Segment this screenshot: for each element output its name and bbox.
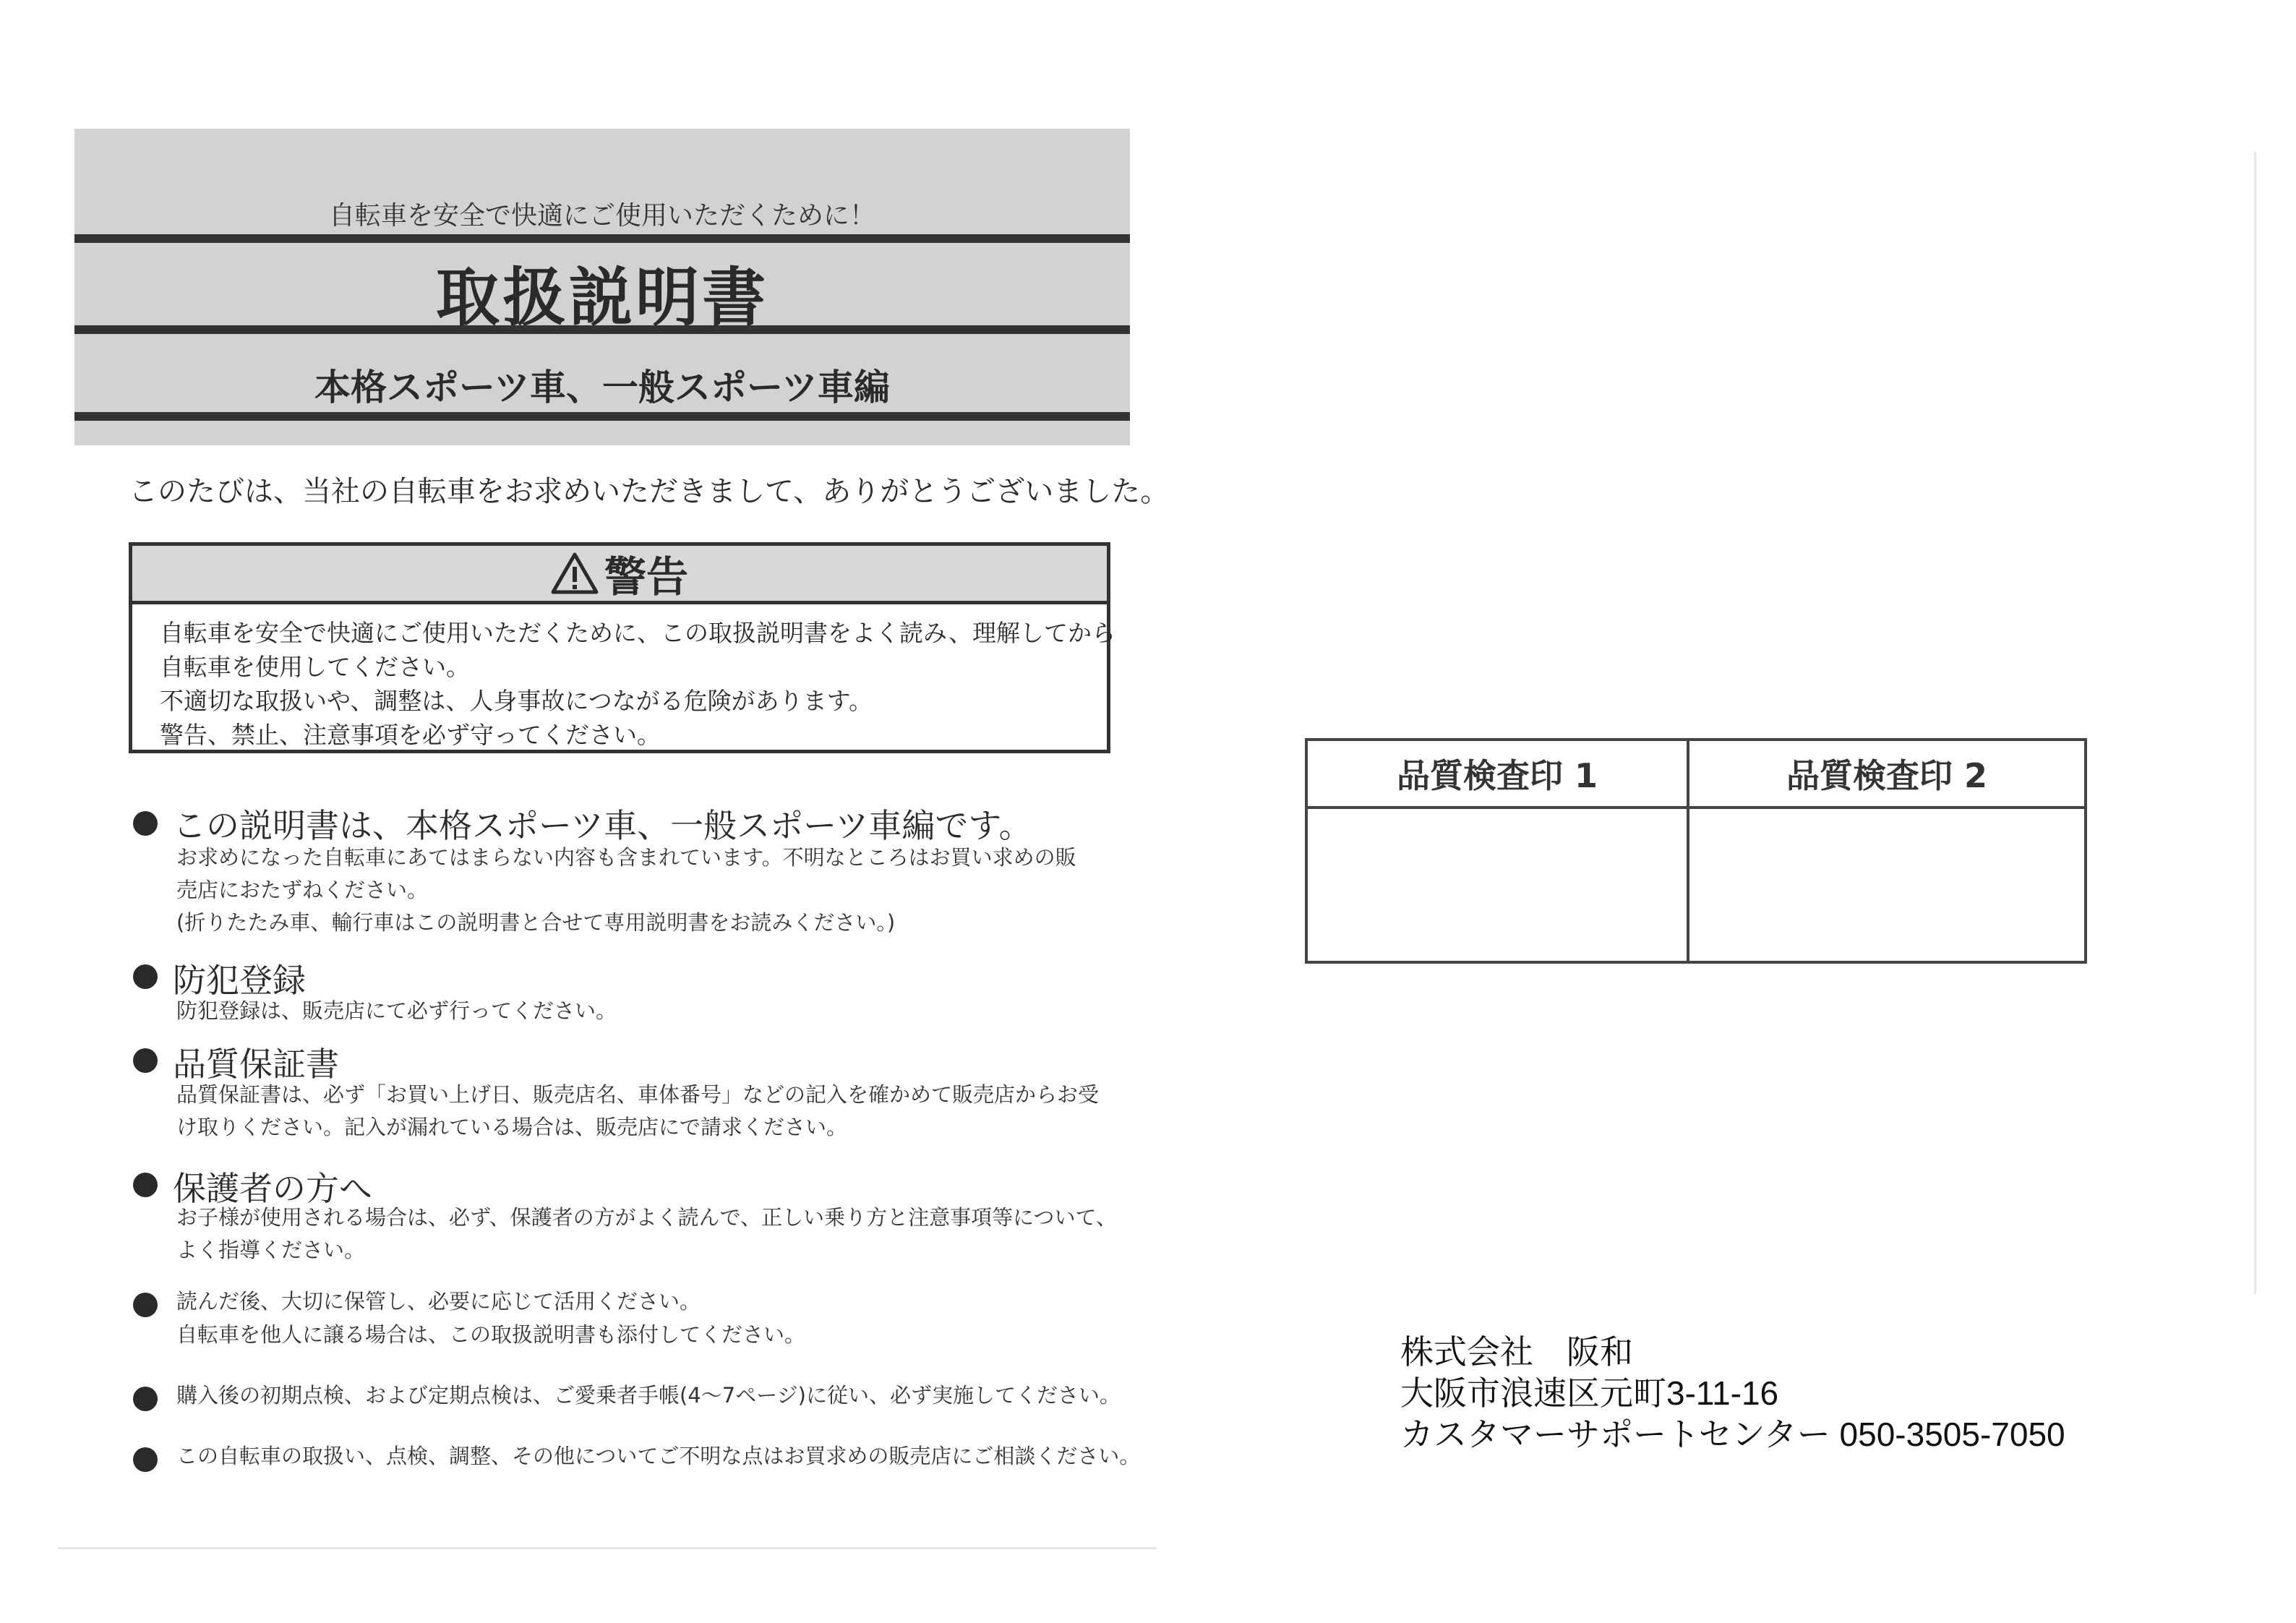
page-edge [58, 1547, 1157, 1549]
warning-title: 警告 [604, 552, 688, 601]
warning-box [129, 542, 1115, 753]
page-edge [2254, 152, 2256, 1294]
bullet-icon [133, 964, 158, 989]
manual-title: 取扱説明書 [435, 260, 768, 335]
banner-rule [74, 412, 1130, 421]
item-text: 品質保証書は、必ず「お買い上げ日、販売店名、車体番号」などの記入を確かめて販売店からお受 [176, 1082, 1100, 1107]
bullet-icon [133, 1293, 158, 1317]
item-text: 自転車を他人に譲る場合は、この取扱説明書も添付してください。 [176, 1322, 806, 1347]
banner-rule [74, 234, 1130, 243]
warning-line: 自転車を安全で快適にご使用いただくために、この取扱説明書をよく読み、理解してから [160, 619, 1115, 647]
quality-check-header-1: 品質検査印 1 [1308, 741, 1689, 809]
bullet-icon [133, 811, 158, 836]
warning-line: 警告、禁止、注意事項を必ず守ってください。 [160, 721, 661, 749]
quality-check-stamp-area-1 [1308, 809, 1689, 961]
item-text: 防犯登録は、販売店にて必ず行ってください。 [176, 998, 617, 1023]
title-banner [74, 129, 1130, 445]
banner-tagline: 自転車を安全で快適にご使用いただくために！ [328, 201, 875, 231]
item-text: この自転車の取扱い、点検、調整、その他についてご不明な点はお買求めの販売店にご相談ください。 [176, 1444, 1141, 1468]
warning-triangle-icon [551, 552, 599, 594]
manual-subtitle: 本格スポーツ車、一般スポーツ車編 [314, 367, 890, 408]
item-text: お子様が使用される場合は、必ず、保護者の方がよく読んで、正しい乗り方と注意事項等について、 [176, 1205, 1117, 1230]
customer-support: カスタマーサポートセンター 050-3505-7050 [1400, 1416, 2065, 1453]
item-heading: 品質保証書 [173, 1045, 339, 1084]
company-address: 大阪市浪速区元町3-11-16 [1400, 1374, 1779, 1412]
quality-check-header-2: 品質検査印 2 [1689, 741, 2084, 809]
bullet-icon [133, 1173, 158, 1197]
company-name: 株式会社 阪和 [1400, 1333, 1633, 1371]
item-text: け取りください。記入が漏れている場合は、販売店にで請求ください。 [176, 1115, 848, 1139]
bullet-icon [133, 1387, 158, 1411]
item-text: 売店におたずねください。 [176, 878, 429, 902]
company-info [1400, 1332, 2065, 1455]
warning-body [132, 604, 1115, 752]
item-text: お求めになった自転車にあてはまらない内容も含まれています。不明なところはお買い求めの販 [176, 845, 1076, 870]
quality-check-table [1305, 738, 2087, 964]
bullet-icon [133, 1048, 158, 1073]
warning-line: 自転車を使用してください。 [160, 653, 470, 681]
intro-text: このたびは、当社の自転車をお求めいただきまして、ありがとうございました。 [129, 475, 1170, 508]
item-text: 購入後の初期点検、および定期点検は、ご愛乗者手帳(4〜7ページ)に従い、必ず実施してください。 [176, 1383, 1121, 1408]
item-heading: 保護者の方へ [173, 1169, 372, 1208]
warning-header [132, 546, 1107, 604]
item-text: 読んだ後、大切に保管し、必要に応じて活用ください。 [176, 1289, 701, 1314]
item-heading: 防犯登録 [173, 961, 306, 1000]
quality-check-stamp-area-2 [1689, 809, 2084, 961]
warning-line: 不適切な取扱いや、調整は、人身事故につながる危険があります。 [160, 687, 873, 715]
bullet-icon [133, 1447, 158, 1472]
item-text: よく指導ください。 [176, 1238, 366, 1262]
item-heading: この説明書は、本格スポーツ車、一般スポーツ車編です。 [173, 806, 1032, 845]
item-text: (折りたたみ車、輸行車はこの説明書と合せて専用説明書をお読みください。) [176, 910, 896, 935]
